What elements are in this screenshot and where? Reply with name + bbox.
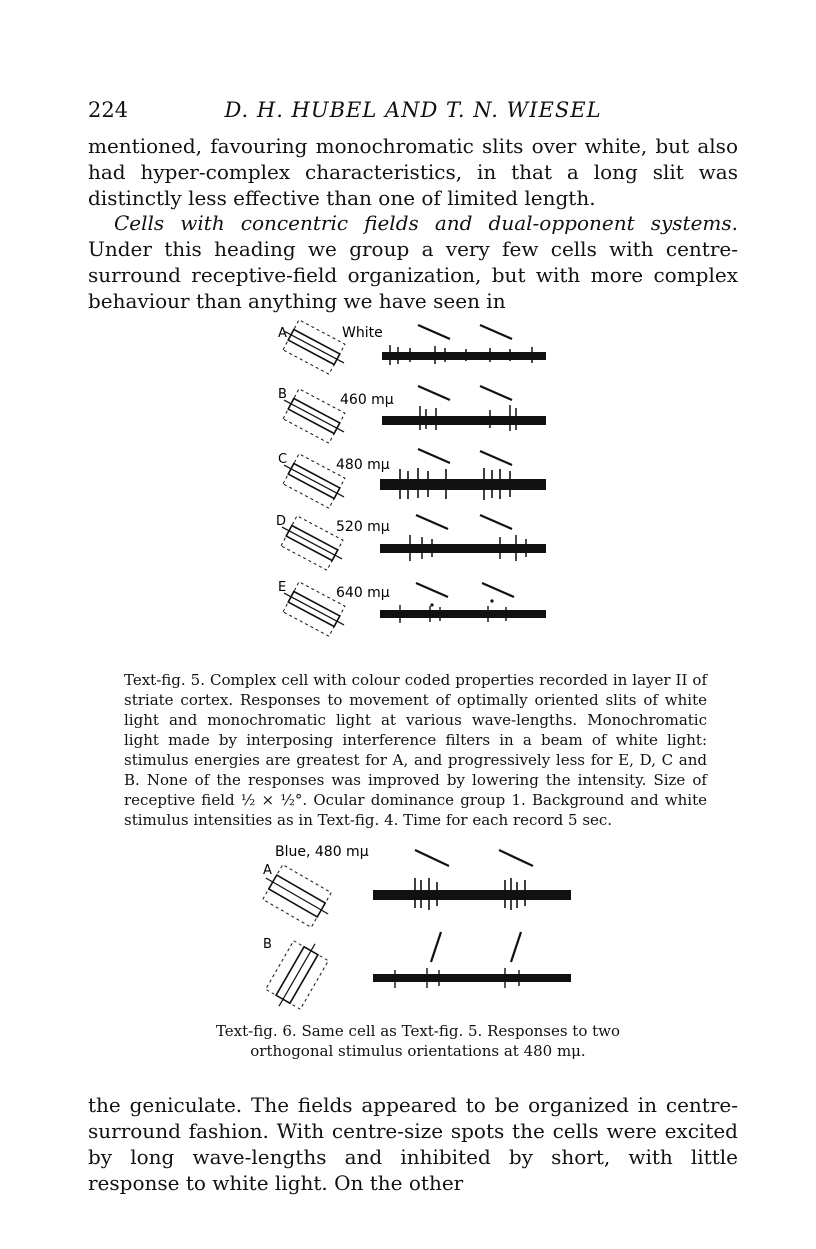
figure-5 (270, 315, 560, 655)
figure-5-row-e (276, 578, 546, 640)
section-heading: Cells with concentric fields and dual-opponent systems. (114, 211, 738, 235)
row-letter: E (278, 580, 287, 595)
figure-6-row-b (262, 932, 571, 1013)
figure-6-title: Blue, 480 mμ (275, 844, 369, 860)
figure-5-row-b (276, 385, 546, 447)
figure-5-caption: Text-fig. 5. Complex cell with colour coded properties recorded in layer II of striate cortex. Responses to movement of optimally oriented slits of white light and monochromatic light at various wave-lengths. Monochromatic light made by interposing interference filters in a beam of white light: stimulus energies are greatest for A, and progressively less for E, D, C and B. None of the responses was improved by lowering the intensity. Size of receptive field ½ × ½°. Ocular dominance group 1. Background and white stimulus intensities as in Text-fig. 4. Time for each record 5 sec. (124, 671, 707, 829)
stimulus-label: White (342, 325, 383, 341)
receptive-field-diagram (276, 316, 352, 378)
figure-6-row-a (256, 850, 571, 931)
stimulus-label: 520 mμ (336, 519, 390, 535)
stimulus-label: 460 mμ (340, 392, 394, 408)
row-letter: B (278, 387, 287, 402)
page-number: 224 (88, 98, 129, 122)
paragraph-3: the geniculate. The fields appeared to be organized in centre-surround fashion. With centre-size spots the cells were excited by long wave-lengths and inhibited by short, with little response to white light. On the other (88, 1093, 738, 1195)
row-letter: D (276, 514, 287, 529)
row-letter: C (278, 452, 288, 467)
receptive-field-diagram (262, 934, 333, 1013)
figure-5-row-c (276, 449, 546, 512)
page-header (88, 98, 738, 128)
running-head: D. H. HUBEL AND T. N. WIESEL (224, 98, 602, 122)
row-letter: A (263, 863, 272, 878)
paragraph-2-text: Under this heading we group a very few cells with centre-surround receptive-field organization, but with more complex behaviour than anything we have seen in (88, 237, 738, 313)
figure-6 (255, 838, 585, 1013)
stimulus-label: 640 mμ (336, 585, 390, 601)
paragraph-2 (88, 210, 738, 314)
figure-5-row-d (274, 512, 546, 574)
stimulus-label: 480 mμ (336, 457, 390, 473)
figure-6-caption: Text-fig. 6. Same cell as Text-fig. 5. Responses to two orthogonal stimulus orientations at 480 mμ. (215, 1022, 621, 1060)
figure-5-row-a (276, 316, 546, 378)
row-letter: A (278, 326, 287, 341)
paragraph-1: mentioned, favouring monochromatic slits over white, but also had hyper-complex characteristics, in that a long slit was distinctly less effective than one of limited length. (88, 134, 738, 210)
row-letter: B (263, 937, 272, 952)
